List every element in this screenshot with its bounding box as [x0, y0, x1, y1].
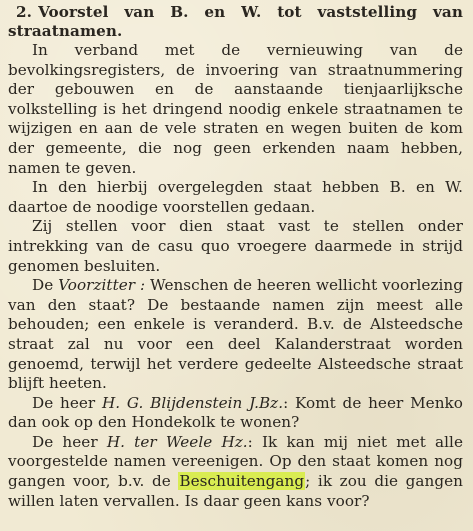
- speech-prefix: De: [32, 276, 59, 295]
- highlighted-search-term: Beschuitengang: [179, 472, 305, 491]
- speaker-name: H. ter Weele Hz.: [106, 432, 248, 451]
- paragraph-decision: Zij stellen voor dien staat vast te stellen onder intrekking van de casu quo vroegere daarmede in strijd genomen besluiten.: [8, 217, 463, 275]
- speech-text: : Ik kan mij niet met alle voorgestelde namen vereenigen. Op den staat komen nog gangen voor, b.v. de: [8, 432, 463, 491]
- speech-blijdenstein: [8, 394, 463, 433]
- section-title: Voorstel van B. en W. tot vaststelling van straatnamen.: [8, 3, 463, 40]
- speech-prefix: De heer: [32, 432, 107, 451]
- paragraph-proposals: In den hierbij overgelegden staat hebben B. en W. daartoe de noodige voorstellen gedaan.: [8, 178, 463, 216]
- speech-text: : Komt de heer Menko dan ook op den Hondekolk te wonen?: [8, 393, 463, 432]
- speaker-name: H. G. Blijdenstein J.Bz.: [101, 393, 284, 412]
- speech-text-end: ; ik zou die gangen willen laten vervallen. Is daar geen kans voor?: [8, 472, 463, 510]
- paragraph-intro: In verband met de vernieuwing van de bevolkingsregisters, de invoering van straatnummering der gebouwen en de aanstaande tienjaarlijksche volkstelling is het dringend noodig enkele straatnamen te wijzigen en aan de vele straten en wegen buiten de kom der gemeente, die nog geen erkenden naam hebben, namen te geven.: [8, 41, 463, 177]
- speaker-name: Voorzitter :: [58, 276, 146, 295]
- speech-ter-weele: [8, 433, 463, 511]
- speech-prefix: De heer: [32, 393, 102, 412]
- section-heading: [8, 3, 463, 41]
- speech-text: Wenschen de heeren wellicht voorlezing van den staat? De bestaande namen zijn meest alle behouden; een enkele is veranderd. B.v. de Alsteedsche straat zal nu voor een deel Kalanderstraat worden genoemd, terwijl het verdere gedeelte Alsteedsche straat blijft heeten.: [8, 276, 464, 393]
- section-number: 2.: [16, 3, 33, 21]
- speech-chairman: [8, 276, 463, 394]
